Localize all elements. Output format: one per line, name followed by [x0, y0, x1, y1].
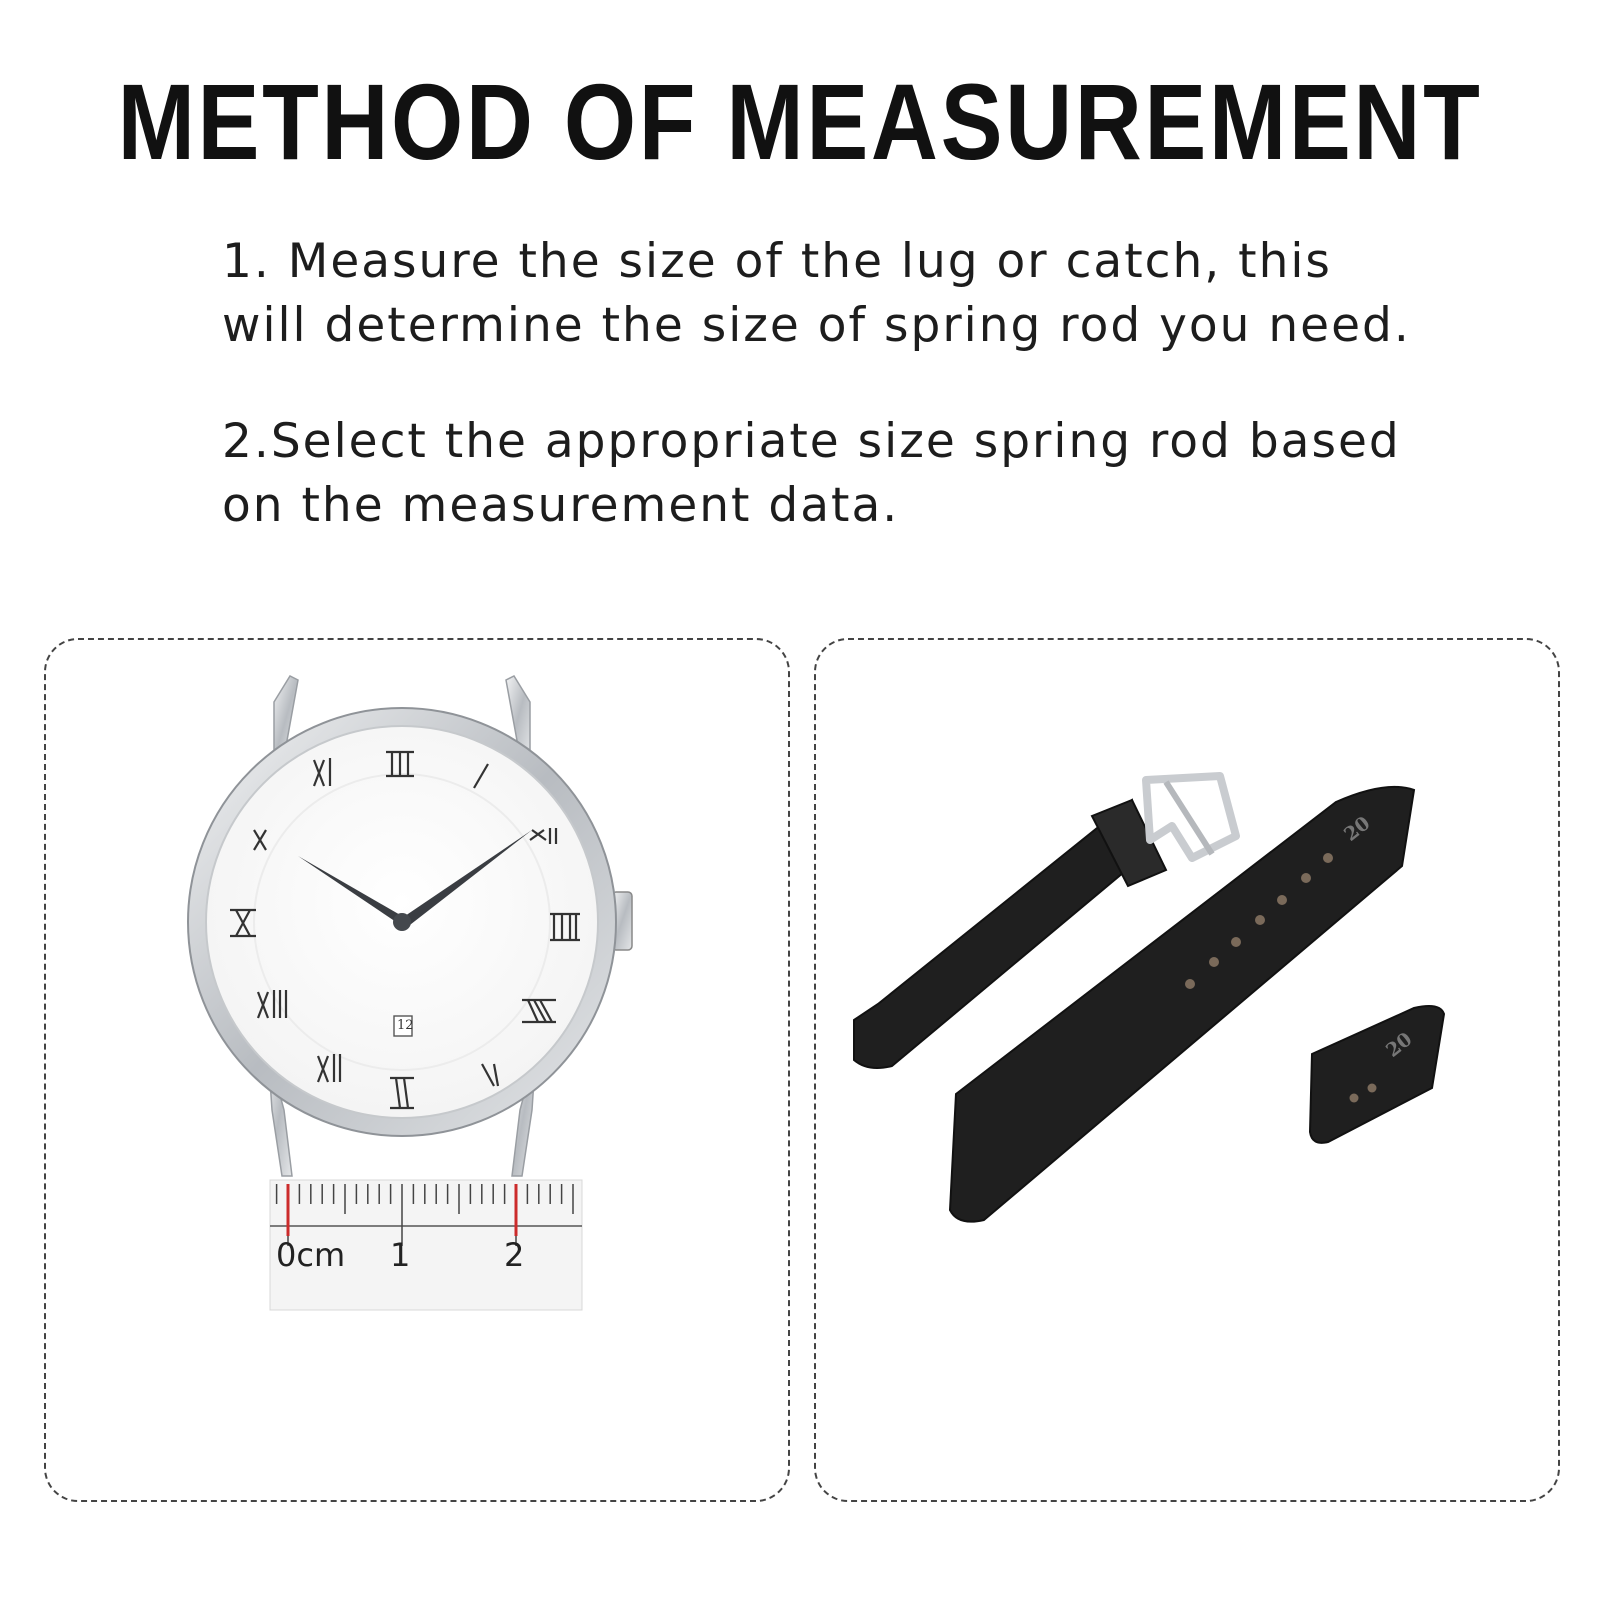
ruler-label-0: 0cm [276, 1236, 346, 1274]
strap-size-mark: 20 [1340, 812, 1375, 846]
watch-illustration [46, 640, 792, 1504]
page-title: METHOD OF MEASUREMENT [117, 61, 1483, 182]
strap-short-piece [1310, 1006, 1444, 1143]
strap-size-mark-short: 20 [1382, 1028, 1417, 1062]
center-pin [393, 913, 411, 931]
ruler-label-2: 2 [504, 1236, 525, 1274]
watch-measurement-panel [44, 638, 790, 1502]
buckle-tongue [1166, 782, 1212, 854]
strap-panel [814, 638, 1560, 1502]
step-2-text: 2.Select the appropriate size spring rod based on the measurement data. [222, 414, 1401, 533]
strap-tail-half [950, 787, 1417, 1222]
strap-illustration [816, 640, 1562, 1504]
date-window-text: 12 [397, 1018, 414, 1033]
step-1-text: 1. Measure the size of the lug or catch, this will determine the size of spring rod you need. [222, 234, 1411, 353]
ruler-label-1: 1 [390, 1236, 411, 1274]
